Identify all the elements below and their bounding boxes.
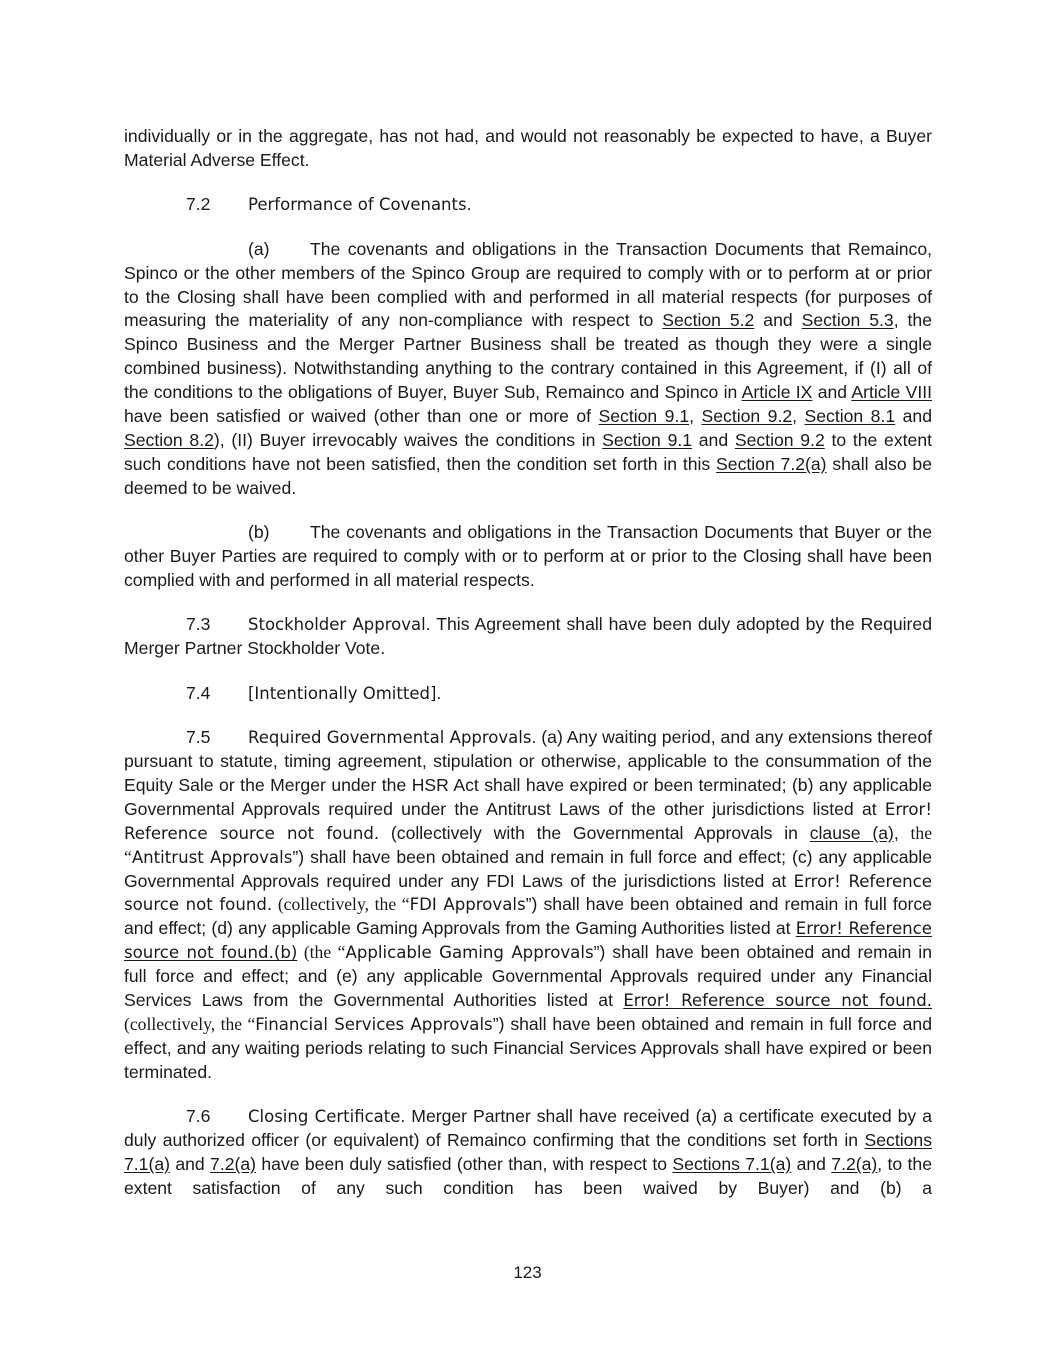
section-7-2-heading: 7.2 Performance of Covenants. bbox=[124, 193, 932, 217]
defined-term: Financial Services Approvals bbox=[255, 1015, 493, 1034]
section-7-2-a-paragraph: (a) The covenants and obligations in the Transaction Documents that Remainco, Spinco or the other members of the Spinco Group are required to comply with or to perform at or prior to the Closing shall have been complied with and performed in all material respects (for purposes of measuring the materiality of any non-compliance with respect to Section 5.2 and Section 5.3, the Spinco Business and the Merger Partner Business shall be treated as though they were a single combined business). Notwithstanding anything to the contrary contained in this Agreement, if (I) all of the conditions to the obligations of Buyer, Buyer Sub, Remainco and Spinco in Article IX and Article VIII have been satisfied or waived (other than one or more of Section 9.1, Section 9.2, Section 8.1 and Section 8.2), (II) Buyer irrevocably waives the conditions in Section 9.1 and Section 9.2 to the extent such conditions have not been satisfied, then the condition set forth in this Section 7.2(a) shall also be deemed to be waived. bbox=[124, 238, 933, 498]
section-title: Required Governmental Approvals bbox=[248, 728, 532, 748]
clause-label: (a) bbox=[248, 238, 270, 259]
cross-reference[interactable]: Section 8.1 bbox=[804, 406, 896, 427]
page-body bbox=[124, 125, 932, 1221]
section-number: 7.4 bbox=[186, 682, 211, 703]
cross-reference[interactable]: 7.2(a) bbox=[831, 1154, 878, 1175]
cross-reference[interactable]: clause (a) bbox=[809, 822, 894, 843]
defined-term: FDI Approvals bbox=[409, 895, 526, 915]
error-reference-text: Error! Reference source not found. bbox=[124, 799, 932, 843]
section-title: Performance of Covenants bbox=[248, 195, 467, 215]
intro-paragraph: individually or in the aggregate, has not had, and would not reasonably be expected to have, a Buyer Material Adverse Effect. bbox=[124, 126, 932, 170]
cross-reference[interactable]: Section 7.2(a) bbox=[716, 453, 827, 474]
section-number: 7.5 bbox=[186, 727, 211, 748]
section-7-5-paragraph: 7.5 Required Governmental Approvals. (a) Any waiting period, and any extensions thereof pursuant to statute, timing agreement, stipulation or otherwise, applicable to the consummation of the Equity Sale or the Merger under the HSR Act shall have expired or been terminated; (b) any applicable Governmental Approvals required under the Antitrust Laws of the other jurisdictions listed at Error! Reference source not found. (collectively with the Governmental Approvals in clause (a), the “Antitrust Approvals”) shall have been obtained and remain in full force and effect; (c) any applicable Governmental Approvals required under any FDI Laws of the jurisdictions listed at Error! Reference source not found. (collectively, the “FDI Approvals”) shall have been obtained and remain in full force and effect; (d) any applicable Gaming Approvals from the Gaming Authorities listed at Error! Reference source not found.(b) (the “Applicable Gaming Approvals”) shall have been obtained and remain in full force and effect; and (e) any applicable Governmental Approvals required under any Financial Services Laws from the Governmental Authorities listed at Error! Reference source not found. (collectively, the “Financial Services Approvals”) shall have been obtained and remain in full force and effect, and any waiting periods relating to such Financial Services Approvals shall have expired or been terminated. bbox=[124, 727, 933, 1082]
cross-reference[interactable]: Section 9.2 bbox=[701, 406, 793, 427]
section-7-2-b-paragraph: (b) The covenants and obligations in the Transaction Documents that Buyer or the other Buyer Parties are required to comply with or to perform at or prior to the Closing shall have been complied with and performed in all material respects. bbox=[124, 522, 932, 590]
cross-reference[interactable]: Section 9.1 bbox=[602, 429, 693, 450]
section-number: 7.6 bbox=[186, 1106, 211, 1127]
cross-reference[interactable]: Section 5.3 bbox=[801, 310, 894, 331]
page-number: 123 bbox=[513, 1263, 542, 1282]
section-7-6-paragraph: 7.6 Closing Certificate. Merger Partner shall have received (a) a certificate executed by a duly authorized officer (or equivalent) of Remainco confirming that the conditions set forth in Sections 7.1(a) and 7.2(a) have been duly satisfied (other than, with respect to Sections 7.1(a) and 7.2(a), to the extent satisfaction of any such condition has been waived by Buyer) and (b) a bbox=[124, 1106, 933, 1198]
cross-reference[interactable]: Sections 7.1(a) bbox=[124, 1130, 932, 1175]
section-title: Stockholder Approval bbox=[248, 615, 426, 635]
section-7-4-heading: 7.4 [Intentionally Omitted]. bbox=[124, 682, 932, 706]
clause-label: (b) bbox=[248, 522, 270, 543]
cross-reference[interactable]: 7.2(a) bbox=[210, 1154, 257, 1175]
cross-reference[interactable]: Sections 7.1(a) bbox=[672, 1154, 792, 1175]
section-title: Closing Certificate bbox=[248, 1107, 401, 1127]
cross-reference[interactable]: Section 8.2 bbox=[124, 429, 214, 450]
section-number: 7.2 bbox=[186, 194, 211, 215]
cross-reference[interactable]: Section 9.2 bbox=[734, 429, 825, 450]
defined-term: Antitrust Approvals bbox=[131, 847, 293, 867]
section-7-3-paragraph: 7.3 Stockholder Approval. This Agreement shall have been duly adopted by the Required Merger Partner Stockholder Vote. bbox=[124, 614, 932, 659]
cross-reference[interactable]: Article VIII bbox=[851, 382, 932, 403]
error-reference-link[interactable]: Error! Reference source not found.(b) bbox=[124, 919, 933, 963]
section-title: [Intentionally Omitted] bbox=[248, 683, 437, 703]
section-number: 7.3 bbox=[186, 614, 211, 635]
error-reference-text: Error! Reference source not found. bbox=[124, 871, 932, 915]
error-reference-link[interactable]: Error! Reference source not found. bbox=[623, 991, 932, 1011]
cross-reference[interactable]: Article IX bbox=[741, 382, 813, 403]
cross-reference[interactable]: Section 5.2 bbox=[662, 310, 755, 331]
cross-reference[interactable]: Section 9.1 bbox=[598, 406, 690, 427]
defined-term: Applicable Gaming Approvals bbox=[345, 943, 594, 963]
